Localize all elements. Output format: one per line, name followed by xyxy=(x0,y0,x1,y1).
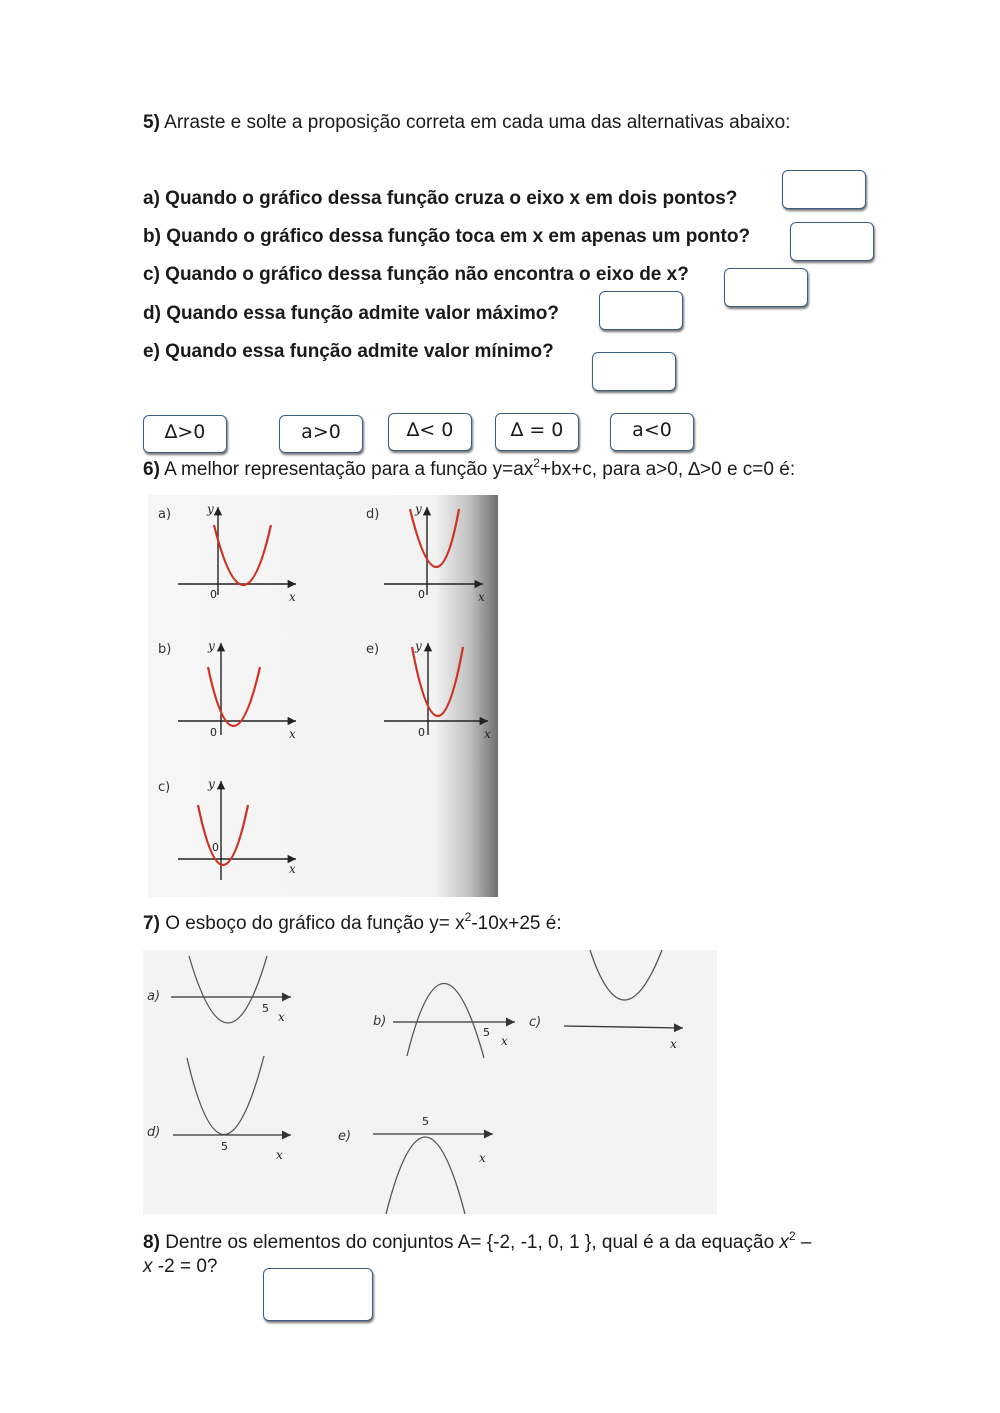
q8-prompt-line2: -2 = 0? xyxy=(152,1256,218,1277)
q8-prompt-sup: 2 xyxy=(788,1228,796,1243)
q7-opt-b-label: b) xyxy=(373,1014,387,1029)
q6-opt-c-label: c) xyxy=(158,780,171,795)
q6-prompt-a: A melhor representação para a função y=ax xyxy=(164,459,534,480)
q5-item-b: b) Quando o gráfico dessa função toca em x em apenas um ponto? xyxy=(143,226,751,247)
q7-heading xyxy=(143,909,562,936)
q6-prompt-b: +bx+c, para a>0, ∆>0 e c=0 é: xyxy=(539,459,796,480)
chip-a-positive[interactable]: a>0 xyxy=(279,415,363,453)
q6-b-x-label: x xyxy=(289,727,296,741)
q6-b-y-label: y xyxy=(208,639,215,653)
q5-item-d: d) Quando essa função admite valor máximo? xyxy=(143,303,559,324)
q5-drop-box-d[interactable] xyxy=(599,291,683,330)
q7-prompt-sup: 2 xyxy=(464,909,472,924)
q7-figure xyxy=(143,950,717,1214)
chip-delta-negative[interactable]: ∆< 0 xyxy=(388,413,472,451)
q5-number: 5) xyxy=(143,112,160,133)
q6-a-x-label: x xyxy=(289,590,296,604)
q6-e-x-label: x xyxy=(484,727,491,741)
q7-d-x-label: x xyxy=(276,1148,283,1162)
q8-var-x: x xyxy=(779,1232,789,1253)
q6-heading xyxy=(143,455,796,482)
q7-b-x-label: x xyxy=(501,1034,508,1048)
q7-opt-e-label: e) xyxy=(338,1129,352,1144)
q5-heading xyxy=(143,111,790,135)
q8-number: 8) xyxy=(143,1232,160,1253)
q7-a-x-label: x xyxy=(278,1010,285,1024)
q6-opt-a-label: a) xyxy=(158,507,172,522)
q7-d-root: 5 xyxy=(221,1140,228,1153)
q8-prompt-b: – xyxy=(795,1232,812,1253)
q6-opt-d-label: d) xyxy=(366,507,380,522)
q5-item-a: a) Quando o gráfico dessa função cruza o eixo x em dois pontos? xyxy=(143,188,738,209)
q5-prompt: Arraste e solte a proposição correta em cada uma das alternativas abaixo: xyxy=(164,112,791,133)
q6-d-origin: 0 xyxy=(418,588,425,601)
q7-e-root: 5 xyxy=(422,1115,429,1128)
q6-number: 6) xyxy=(143,459,160,480)
q7-a-root: 5 xyxy=(262,1002,269,1015)
q7-prompt-a: O esboço do gráfico da função y= x xyxy=(165,913,465,934)
q8-line2-var: x xyxy=(143,1256,153,1277)
q5-item-c: c) Quando o gráfico dessa função não encontra o eixo de x? xyxy=(143,264,689,285)
q7-b-root: 5 xyxy=(483,1026,490,1039)
chip-delta-positive[interactable]: ∆>0 xyxy=(143,415,227,453)
q6-figure xyxy=(148,495,498,897)
q7-opt-a-label: a) xyxy=(147,989,161,1004)
q8-heading xyxy=(143,1228,812,1255)
q7-c-x-label: x xyxy=(670,1037,677,1051)
chip-a-negative[interactable]: a<0 xyxy=(610,413,694,451)
q7-e-x-label: x xyxy=(479,1151,486,1165)
q6-e-y-label: y xyxy=(415,639,422,653)
q6-c-x-label: x xyxy=(289,862,296,876)
q6-d-x-label: x xyxy=(478,590,485,604)
q7-prompt-b: -10x+25 é: xyxy=(471,913,562,934)
chip-delta-zero[interactable]: ∆ = 0 xyxy=(495,413,579,451)
q7-opt-d-label: d) xyxy=(147,1125,161,1140)
q6-d-y-label: y xyxy=(415,502,422,516)
q6-prompt-sup: 2 xyxy=(533,455,540,470)
q6-c-y-label: y xyxy=(208,777,215,791)
q6-opt-b-label: b) xyxy=(158,642,172,657)
q6-b-origin: 0 xyxy=(210,726,217,739)
q5-item-e: e) Quando essa função admite valor mínimo? xyxy=(143,341,554,362)
q6-e-origin: 0 xyxy=(418,726,425,739)
q5-drop-box-e[interactable] xyxy=(592,352,676,391)
q8-prompt-a: Dentre os elementos do conjuntos A= {-2, -1, 0, 1 }, qual é a da equação xyxy=(165,1232,780,1253)
q8-heading-line2 xyxy=(143,1255,217,1279)
q6-a-y-label: y xyxy=(207,502,214,516)
q8-answer-box[interactable] xyxy=(263,1268,373,1321)
q6-opt-e-label: e) xyxy=(366,642,380,657)
q6-c-origin: 0 xyxy=(212,841,219,854)
q6-a-origin: 0 xyxy=(210,588,217,601)
q5-drop-box-c[interactable] xyxy=(724,268,808,307)
q5-drop-box-b[interactable] xyxy=(790,222,874,261)
q5-drop-box-a[interactable] xyxy=(782,170,866,209)
q7-opt-c-label: c) xyxy=(529,1015,542,1030)
q7-number: 7) xyxy=(143,913,160,934)
